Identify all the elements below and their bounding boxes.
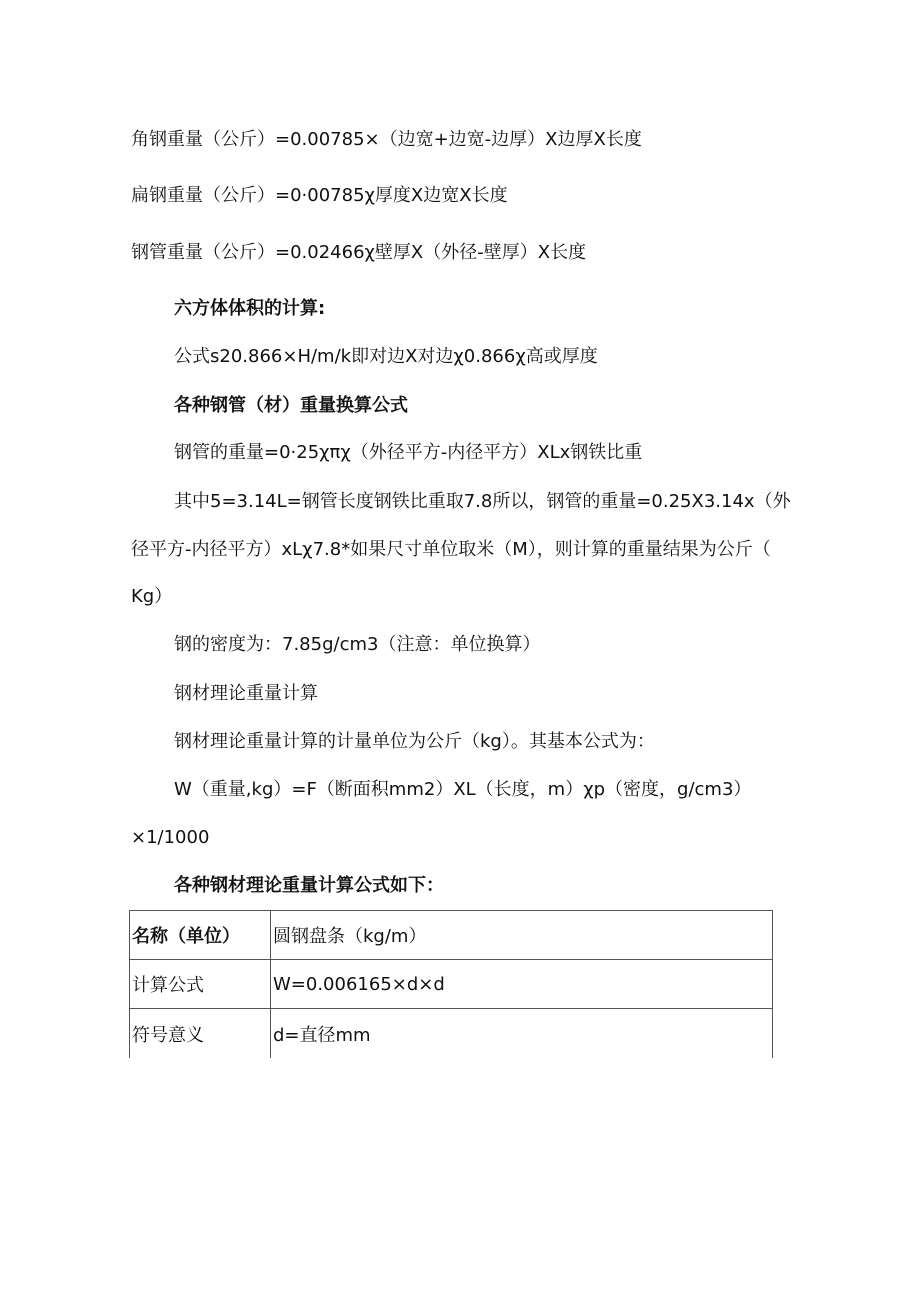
table-row bbox=[130, 1009, 773, 1059]
angle-steel-formula: 角钢重量（公斤）=0.00785×（边宽+边宽-边厚）X边厚X长度 bbox=[131, 129, 642, 150]
basic-formula-line2: ×1/1000 bbox=[131, 827, 210, 848]
theoretical-weight-unit-note: 钢材理论重量计算的计量单位为公斤（kg）。其基本公式为： bbox=[174, 731, 655, 752]
pipe-weight-note-line1: 其中5=3.14L=钢管长度钢铁比重取7.8所以，钢管的重量=0.25X3.14x（外 bbox=[174, 491, 791, 512]
table-cell-value: W=0.006165×d×d bbox=[271, 960, 773, 1009]
steel-density-note: 钢的密度为：7.85g∕cm3（注意：单位换算） bbox=[174, 634, 541, 655]
theoretical-weight-title: 钢材理论重量计算 bbox=[174, 683, 318, 704]
flat-steel-formula: 扁钢重量（公斤）=0·00785χ厚度X边宽X长度 bbox=[131, 185, 508, 206]
pipe-weight-note-line2: 径平方-内径平方）xLχ7.8*如果尺寸单位取米（M），则计算的重量结果为公斤（ bbox=[131, 539, 771, 560]
pipe-weight-formula: 钢管的重量=0·25χπχ（外径平方-内径平方）XLx钢铁比重 bbox=[174, 442, 643, 463]
table-cell-label: 符号意义 bbox=[130, 1009, 271, 1059]
pipe-weight-note-line3: Kg） bbox=[131, 586, 173, 607]
table-cell-value: 圆钢盘条（kg/m） bbox=[271, 911, 773, 960]
pipe-weight-heading: 各种钢管（材）重量换算公式 bbox=[174, 395, 408, 416]
hexagon-volume-formula: 公式s20.866×H∕m∕k即对边X对边χ0.866χ高或厚度 bbox=[174, 346, 598, 367]
basic-formula-line1: W（重量,kg）=F（断面积mm2）XL（长度，m）χp（密度，g/cm3） bbox=[174, 779, 752, 800]
table-cell-label: 名称（单位） bbox=[130, 911, 271, 960]
steel-pipe-formula: 钢管重量（公斤）=0.02466χ壁厚X（外径-壁厚）X长度 bbox=[131, 242, 587, 263]
table-cell-label: 计算公式 bbox=[130, 960, 271, 1009]
table-cell-value: d=直径mm bbox=[271, 1009, 773, 1059]
table-row bbox=[130, 911, 773, 960]
formula-table-heading: 各种钢材理论重量计算公式如下： bbox=[174, 875, 444, 896]
hexagon-volume-heading: 六方体体积的计算: bbox=[174, 298, 326, 319]
table-row bbox=[130, 960, 773, 1009]
steel-formula-table bbox=[129, 910, 773, 1058]
